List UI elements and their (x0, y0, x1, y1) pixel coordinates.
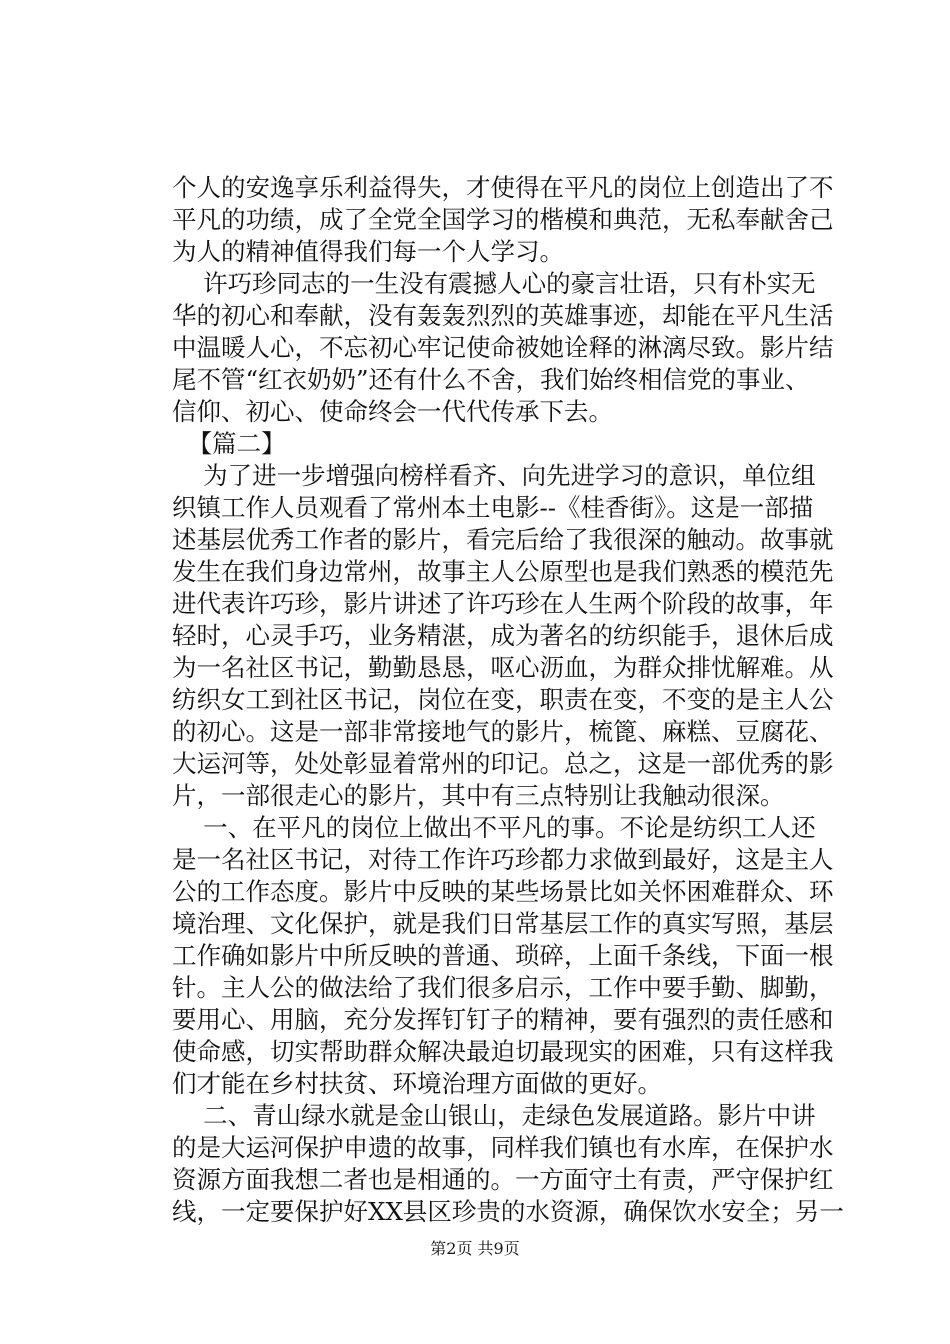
text-line: 纺织女工到社区书记，岗位在变，职责在变，不变的是主人公 (172, 685, 834, 714)
text-line: 的是大运河保护申遗的故事，同样我们镇也有水库，在保护水 (172, 1133, 834, 1162)
text-line: 进代表许巧珍，影片讲述了许巧珍在人生两个阶段的故事，年 (172, 589, 834, 618)
text-line: 个人的安逸享乐利益得失，才使得在平凡的岗位上创造出了不 (172, 173, 834, 202)
text-line: 为人的精神值得我们每一个人学习。 (172, 237, 564, 266)
text-line: 们才能在乡村扶贫、环境治理方面做的更好。 (172, 1069, 662, 1098)
text-line: 大运河等，处处彰显着常州的印记。总之，这是一部优秀的影 (172, 749, 834, 778)
text-line: 境治理、文化保护，就是我们日常基层工作的真实写照，基层 (172, 909, 834, 938)
text-line: 织镇工作人员观看了常州本土电影--《桂香街》。这是一部描 (172, 493, 814, 522)
document-body (172, 172, 844, 1228)
text-line: 为了进一步增强向榜样看齐、向先进学习的意识，单位组 (172, 461, 816, 490)
text-line: 一、在平凡的岗位上做出不平凡的事。不论是纺织工人还 (172, 813, 816, 842)
page-footer: 第2页 共9页 (430, 1239, 520, 1258)
text-line: 为一名社区书记，勤勤恳恳，呕心沥血，为群众排忧解难。从 (172, 653, 834, 682)
text-line: 平凡的功绩，成了全党全国学习的楷模和典范，无私奉献舍己 (172, 205, 834, 234)
text-line: 轻时，心灵手巧，业务精湛，成为著名的纺织能手，退休后成 (172, 621, 834, 650)
text-line: 线，一定要保护好XX县区珍贵的水资源，确保饮水安全；另一 (172, 1197, 844, 1226)
text-line: 资源方面我想二者也是相通的。一方面守土有责，严守保护红 (172, 1165, 834, 1194)
text-line: 是一名社区书记，对待工作许巧珍都力求做到最好，这是主人 (172, 845, 834, 874)
text-line: 许巧珍同志的一生没有震撼人心的豪言壮语，只有朴实无 (172, 269, 816, 298)
text-line: 使命感，切实帮助群众解决最迫切最现实的困难，只有这样我 (172, 1037, 834, 1066)
text-line: 尾不管“红衣奶奶”还有什么不舍，我们始终相信党的事业、 (172, 365, 810, 394)
text-line: 针。主人公的做法给了我们很多启示，工作中要手勤、脚勤， (172, 973, 834, 1002)
text-line: 工作确如影片中所反映的普通、琐碎，上面千条线，下面一根 (172, 941, 834, 970)
text-line: 公的工作态度。影片中反映的某些场景比如关怀困难群众、环 (172, 877, 834, 906)
text-line: 信仰、初心、使命终会一代代传承下去。 (172, 397, 613, 426)
text-line: 中温暖人心，不忘初心牢记使命被她诠释的淋漓尽致。影片结 (172, 333, 834, 362)
text-line: 发生在我们身边常州，故事主人公原型也是我们熟悉的模范先 (172, 557, 834, 586)
text-line: 二、青山绿水就是金山银山，走绿色发展道路。影片中讲 (172, 1101, 816, 1130)
text-line: 【篇二】 (172, 429, 286, 458)
text-line: 要用心、用脑，充分发挥钉钉子的精神，要有强烈的责任感和 (172, 1005, 834, 1034)
text-line: 述基层优秀工作者的影片，看完后给了我很深的触动。故事就 (172, 525, 834, 554)
text-line: 片，一部很走心的影片，其中有三点特别让我触动很深。 (172, 781, 785, 810)
text-line: 华的初心和奉献，没有轰轰烈烈的英雄事迹，却能在平凡生活 (172, 301, 834, 330)
text-line: 的初心。这是一部非常接地气的影片，梳篦、麻糕、豆腐花、 (172, 717, 834, 746)
